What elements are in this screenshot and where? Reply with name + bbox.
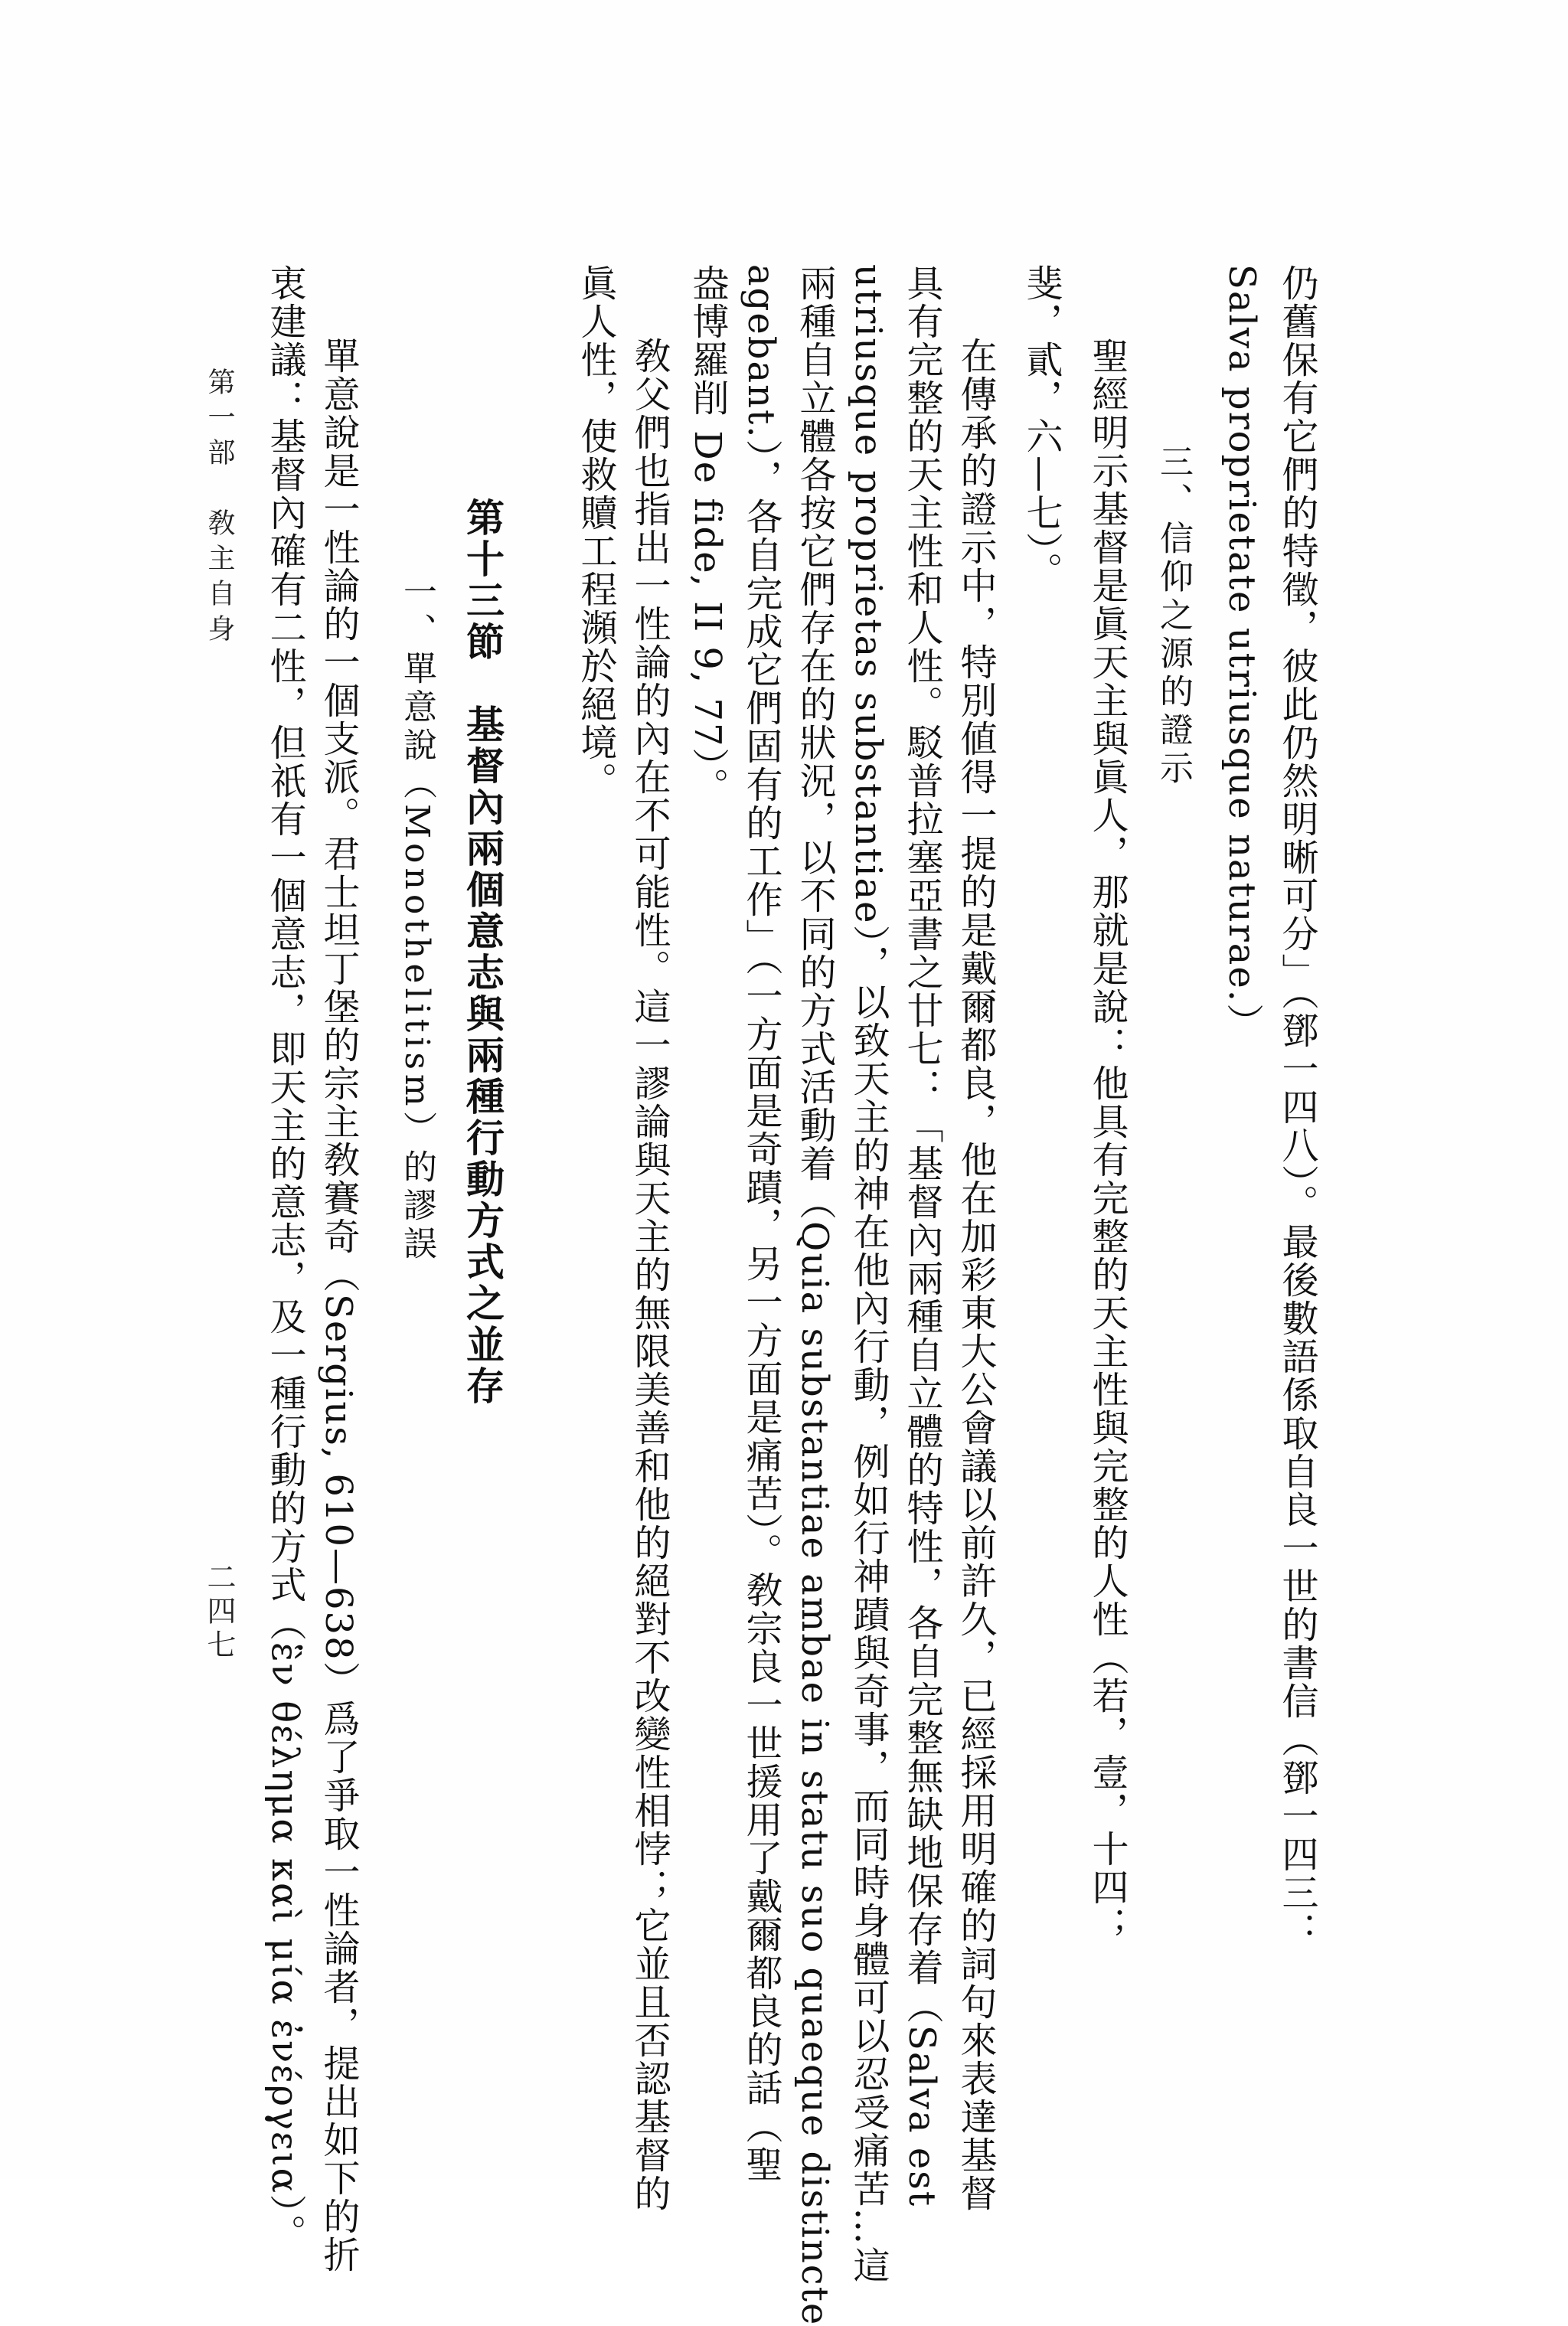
text-column-13: 眞人性，使救贖工程瀕於絕境。 [574, 264, 617, 800]
section-subheading-1: 一、單意說（Monothelitism）的謬誤 [397, 574, 436, 1264]
running-head: 第一部 敎主自身 [204, 368, 235, 649]
text-column-3: 聖經明示基督是眞天主與眞人，那就是說：他具有完整的天主性與完整的人性（若，壹，十四； [1086, 337, 1129, 1945]
text-column-16: 單意說是一性論的一個支派。君士坦丁堡的宗主敎賽奇（Sergius, 610—638）爲了爭取一性論者，提出如下的折 [317, 337, 360, 2274]
text-column-4: 斐，貳，六—七）。 [1020, 264, 1063, 590]
text-column-8: utriusque proprietas substantiae），以致天主的神在他內行動，例如行神蹟與奇事，而同時身體可以忍受痛苦…這 [847, 264, 890, 2285]
text-column-1: 仍舊保有它們的特徵，彼此仍然明晰可分」（鄧一四八）。最後數語係取自良一世的書信（鄧一四三： [1276, 264, 1318, 1950]
text-column-12: 敎父們也指出一性論的內在不可能性。這一謬論與天主的無限美善和他的絕對不改變性相悖；它並且否認基督的 [628, 337, 671, 2213]
text-column-6: 在傳承的證示中，特別値得一提的是戴爾都良，他在加彩東大公會議以前許久，已經採用明確的詞句來表達基督 [954, 337, 997, 2213]
text-column-9: 兩種自立體各按它們存在的狀況，以不同的方式活動着（Quia substantiae ambae in statu suo quaeque distincte [793, 264, 836, 2326]
section-heading-13: 第十三節 基督內兩個意志與兩種行動方式之並存 [460, 498, 505, 1407]
text-column-17: 衷建議：基督內確有二性，但祇有一個意志，即天主的意志，及一種行動的方式（ἓν θέλημα καὶ μία ἐνέργεια）。 [263, 264, 306, 2252]
text-column-10: agebant.），各自完成它們固有的工作」（一方面是奇蹟，另一方面是痛苦）。敎宗良一世援用了戴爾都良的話（聖 [740, 264, 782, 2184]
text-column-2: Salva proprietate utriusque naturae.） [1220, 264, 1263, 1042]
section-subheading-3: 三、信仰之源的證示 [1154, 444, 1193, 789]
text-column-7: 具有完整的天主性和人性。駁普拉塞亞書之廿七：「基督內兩種自立體的特性，各自完整無缺地保存着（Salva est [900, 264, 943, 2208]
page-number: 二四七 [202, 1562, 236, 1663]
text-column-11: 盎博羅削 De fide, II 9, 77）。 [686, 264, 729, 806]
